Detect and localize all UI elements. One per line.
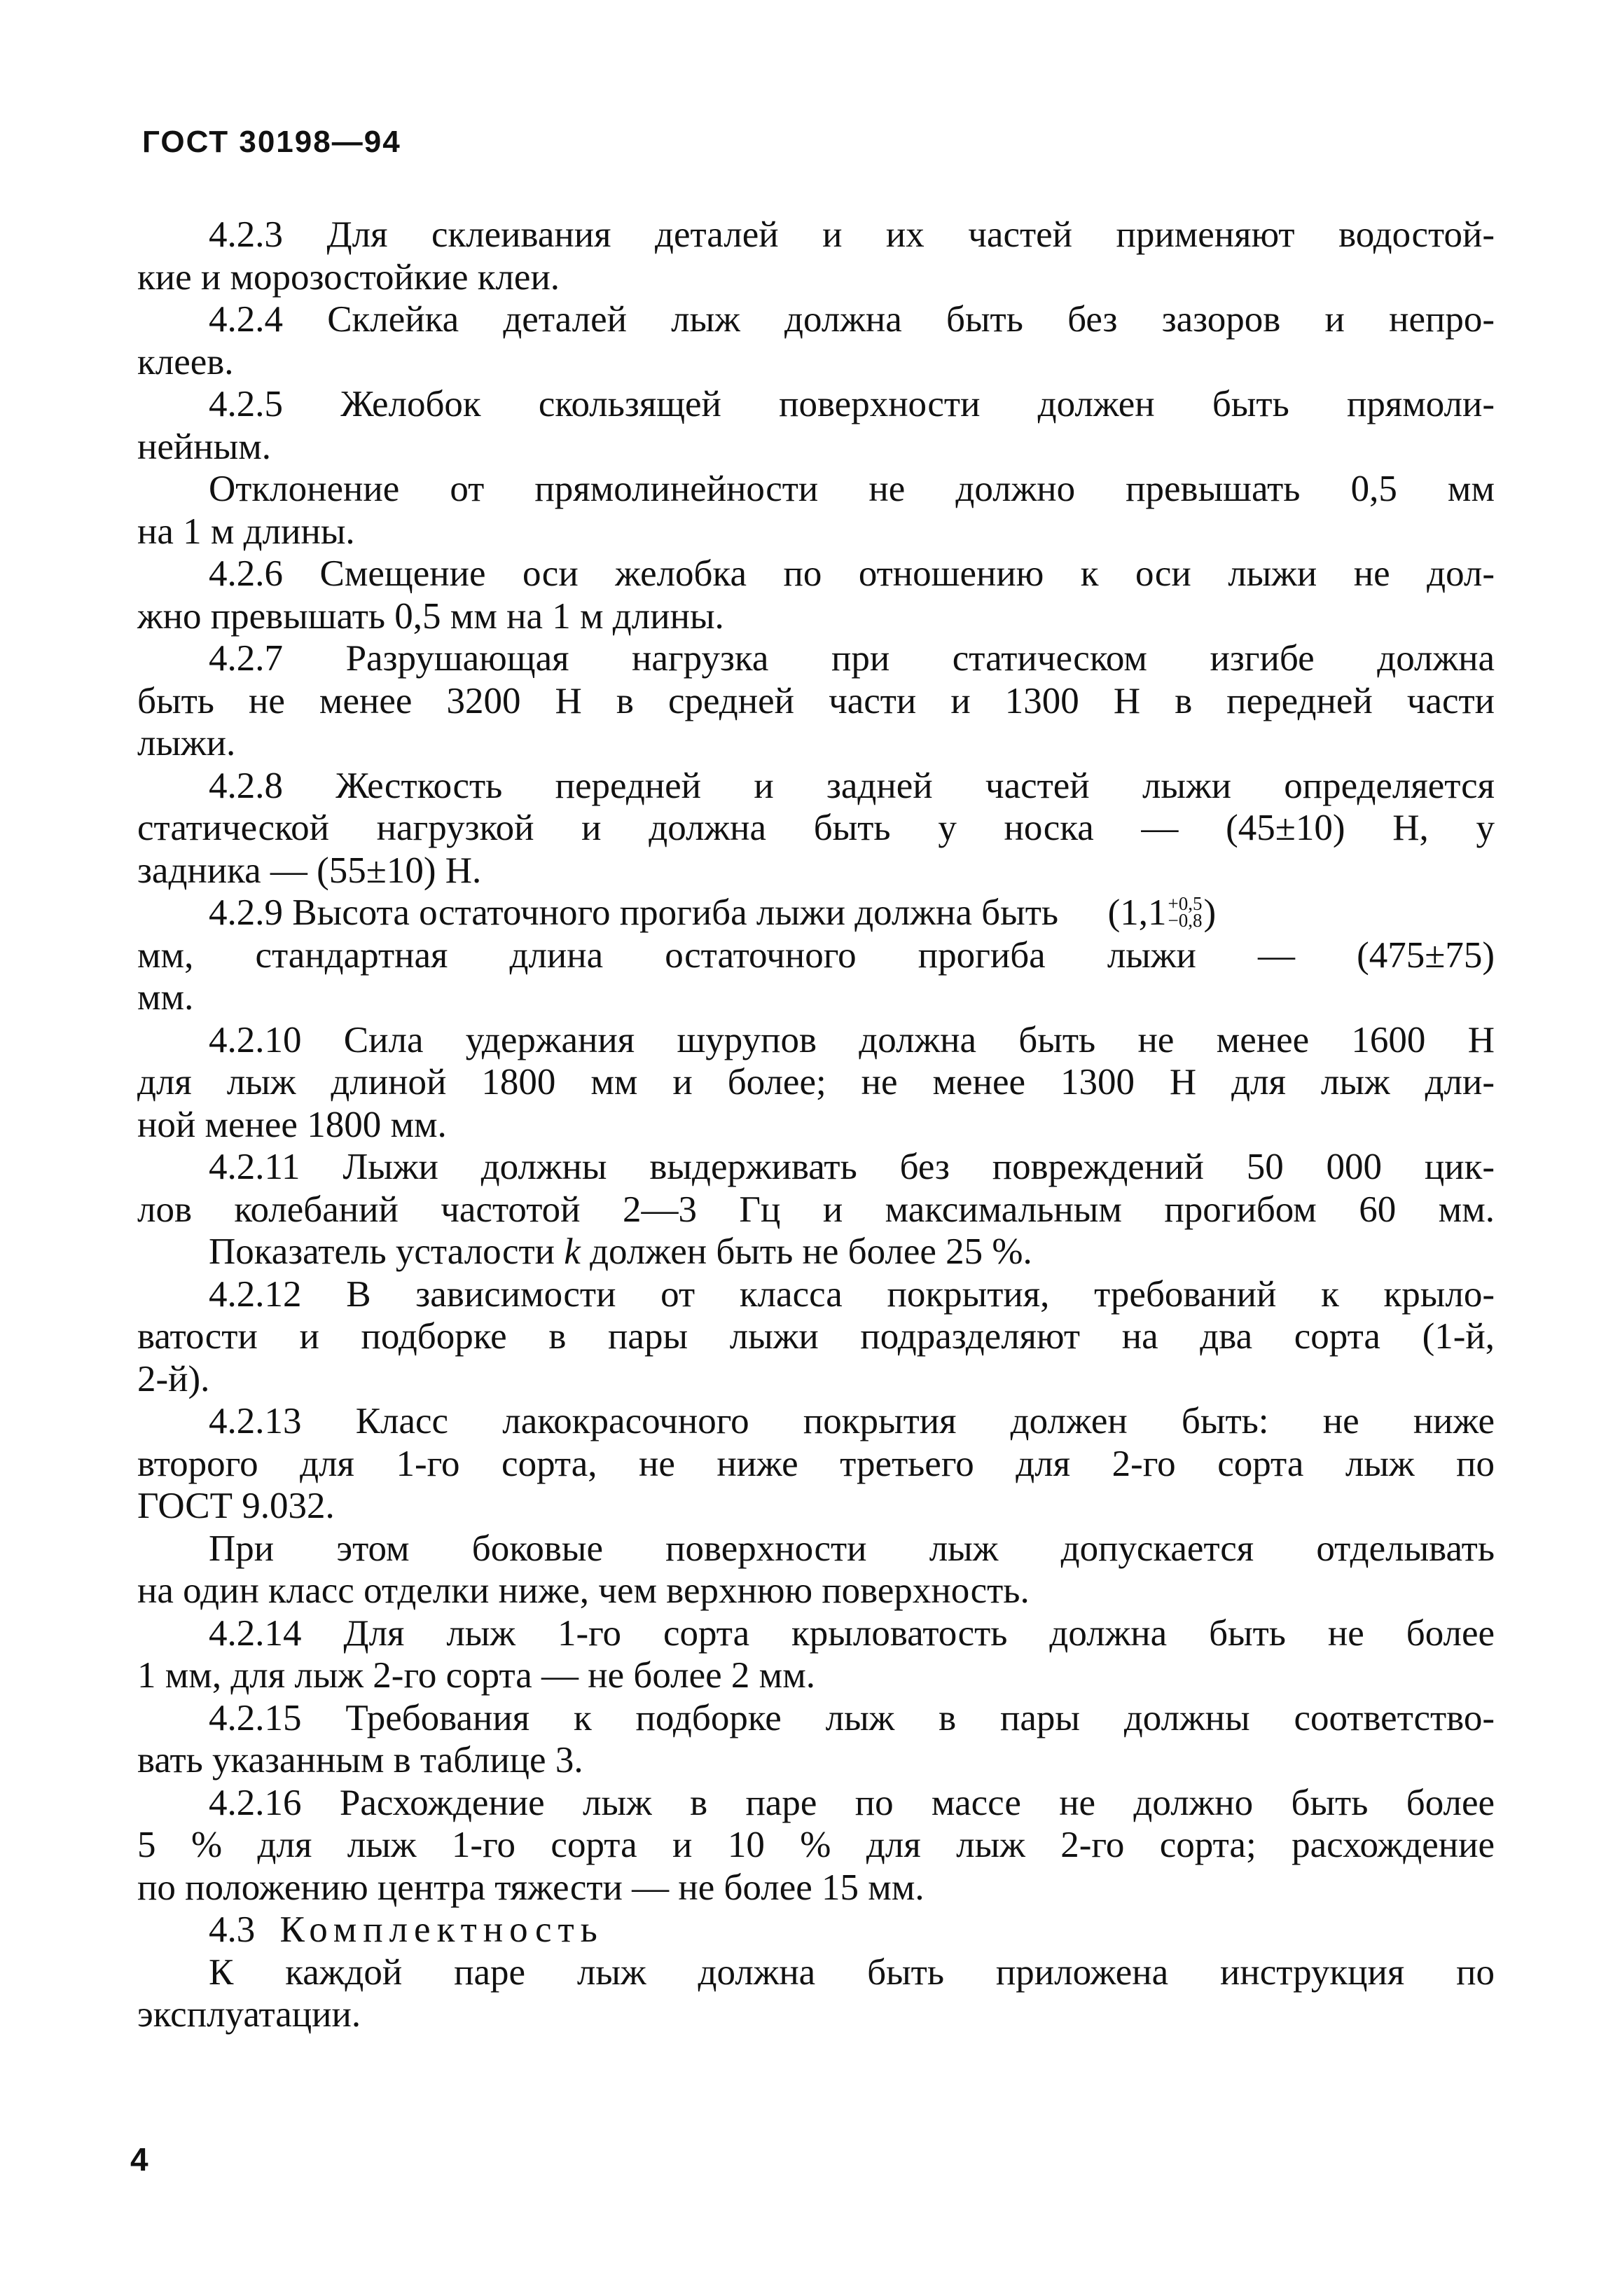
text-line-fatigue [137, 1231, 1495, 1273]
text-line: Отклонение от прямолинейности не должно превышать 0,5 мм [209, 469, 1495, 509]
text-line: кие и морозостойкие клеи. [137, 256, 560, 298]
text-line: ной менее 1800 мм. [137, 1104, 447, 1145]
tolerance-superscript-subscript [1168, 892, 1203, 931]
text-line: на один класс отделки ниже, чем верхнюю поверхность. [137, 1570, 1030, 1611]
section-number: 4.3 [209, 1909, 256, 1950]
text-line: 4.2.8 Жесткость передней и задней частей лыжи определяется [209, 765, 1495, 806]
text-line: 1 мм, для лыж 2-го сорта — не более 2 мм. [137, 1655, 816, 1696]
text-line: по положению центра тяжести — не более 15 мм. [137, 1867, 925, 1908]
text-line: 4.2.16 Расхождение лыж в паре по массе не должно быть более [209, 1782, 1495, 1823]
text-line: При этом боковые поверхности лыж допускается отделывать [209, 1528, 1495, 1569]
text-line: для лыж длиной 1800 мм и более; не менее 1300 Н для лыж дли- [137, 1062, 1495, 1102]
text-line: 4.2.10 Сила удержания шурупов должна быть не менее 1600 Н [209, 1019, 1495, 1060]
text-line: 4.2.5 Желобок скользящей поверхности должен быть прямоли- [209, 384, 1495, 424]
section-heading-4-3 [137, 1909, 1495, 1951]
text-line: лов колебаний частотой 2—3 Гц и максимальным прогибом 60 мм. [137, 1189, 1495, 1230]
document-header: ГОСТ 30198—94 [142, 125, 401, 159]
text-line: на 1 м длины. [137, 511, 355, 552]
text-line: 4.2.13 Класс лакокрасочного покрытия должен быть: не ниже [209, 1401, 1495, 1441]
text-line: 5 % для лыж 1-го сорта и 10 % для лыж 2-го сорта; расхождение [137, 1825, 1495, 1865]
text-line: 4.2.12 В зависимости от класса покрытия, требований к крыло- [209, 1273, 1495, 1315]
text-line: нейным. [137, 426, 272, 467]
text-line: вать указанным в таблице 3. [137, 1740, 583, 1780]
fatigue-suffix: должен быть не более 25 %. [580, 1231, 1032, 1272]
value-open: (1,1 [1107, 892, 1167, 933]
text-line: второго для 1-го сорта, не ниже третьего для 2-го сорта лыж по [137, 1443, 1495, 1484]
text-line: лыжи. [137, 723, 236, 763]
text-line: статической нагрузкой и должна быть у носка — (45±10) Н, у [137, 808, 1495, 848]
text-line: мм. [137, 977, 194, 1018]
text-line: 2-й). [137, 1358, 210, 1399]
page-number: 4 [130, 2141, 148, 2178]
text-line: ватости и подборке в пары лыжи подразделяют на два сорта (1-й, [137, 1316, 1495, 1357]
text-line: задника — (55±10) Н. [137, 850, 482, 891]
text-line: ГОСТ 9.032. [137, 1486, 335, 1526]
section-title: Комплектность [279, 1909, 604, 1950]
tolerance-sup: +0,5 [1168, 892, 1203, 914]
text-line: 4.2.3 Для склеивания деталей и их частей применяют водостой- [209, 214, 1495, 255]
text-line: 4.2.15 Требования к подборке лыж в пары должны соответство- [209, 1697, 1495, 1738]
text-4-2-9: 4.2.9 Высота остаточного прогиба лыжи должна быть [209, 892, 1059, 933]
text-line: эксплуатации. [137, 1994, 361, 2035]
text-line: 4.2.14 Для лыж 1-го сорта крыловатость должна быть не более [209, 1612, 1495, 1654]
text-line: 4.2.11 Лыжи должны выдерживать без повреждений 50 000 цик- [209, 1147, 1495, 1187]
text-line: клеев. [137, 341, 234, 382]
text-line: жно превышать 0,5 мм на 1 м длины. [137, 595, 724, 637]
text-line: 4.2.7 Разрушающая нагрузка при статическом изгибе должна [209, 638, 1495, 679]
tolerance-sub: −0,8 [1168, 909, 1203, 931]
text-line: 4.2.6 Смещение оси желобка по отношению к оси лыжи не дол- [209, 553, 1495, 594]
text-line: мм, стандартная длина остаточного прогиба лыжи — (475±75) [137, 934, 1495, 976]
fatigue-prefix: Показатель усталости [209, 1231, 565, 1272]
document-body [137, 214, 1495, 2036]
text-line-4-2-9 [137, 892, 1495, 934]
value-close: ) [1203, 892, 1217, 933]
text-line: К каждой паре лыж должна быть приложена инструкция по [209, 1951, 1495, 1993]
fatigue-symbol: k [564, 1231, 581, 1272]
text-line: быть не менее 3200 Н в средней части и 1300 Н в передней части [137, 680, 1495, 721]
text-line: 4.2.4 Склейка деталей лыж должна быть без зазоров и непро- [209, 299, 1495, 340]
